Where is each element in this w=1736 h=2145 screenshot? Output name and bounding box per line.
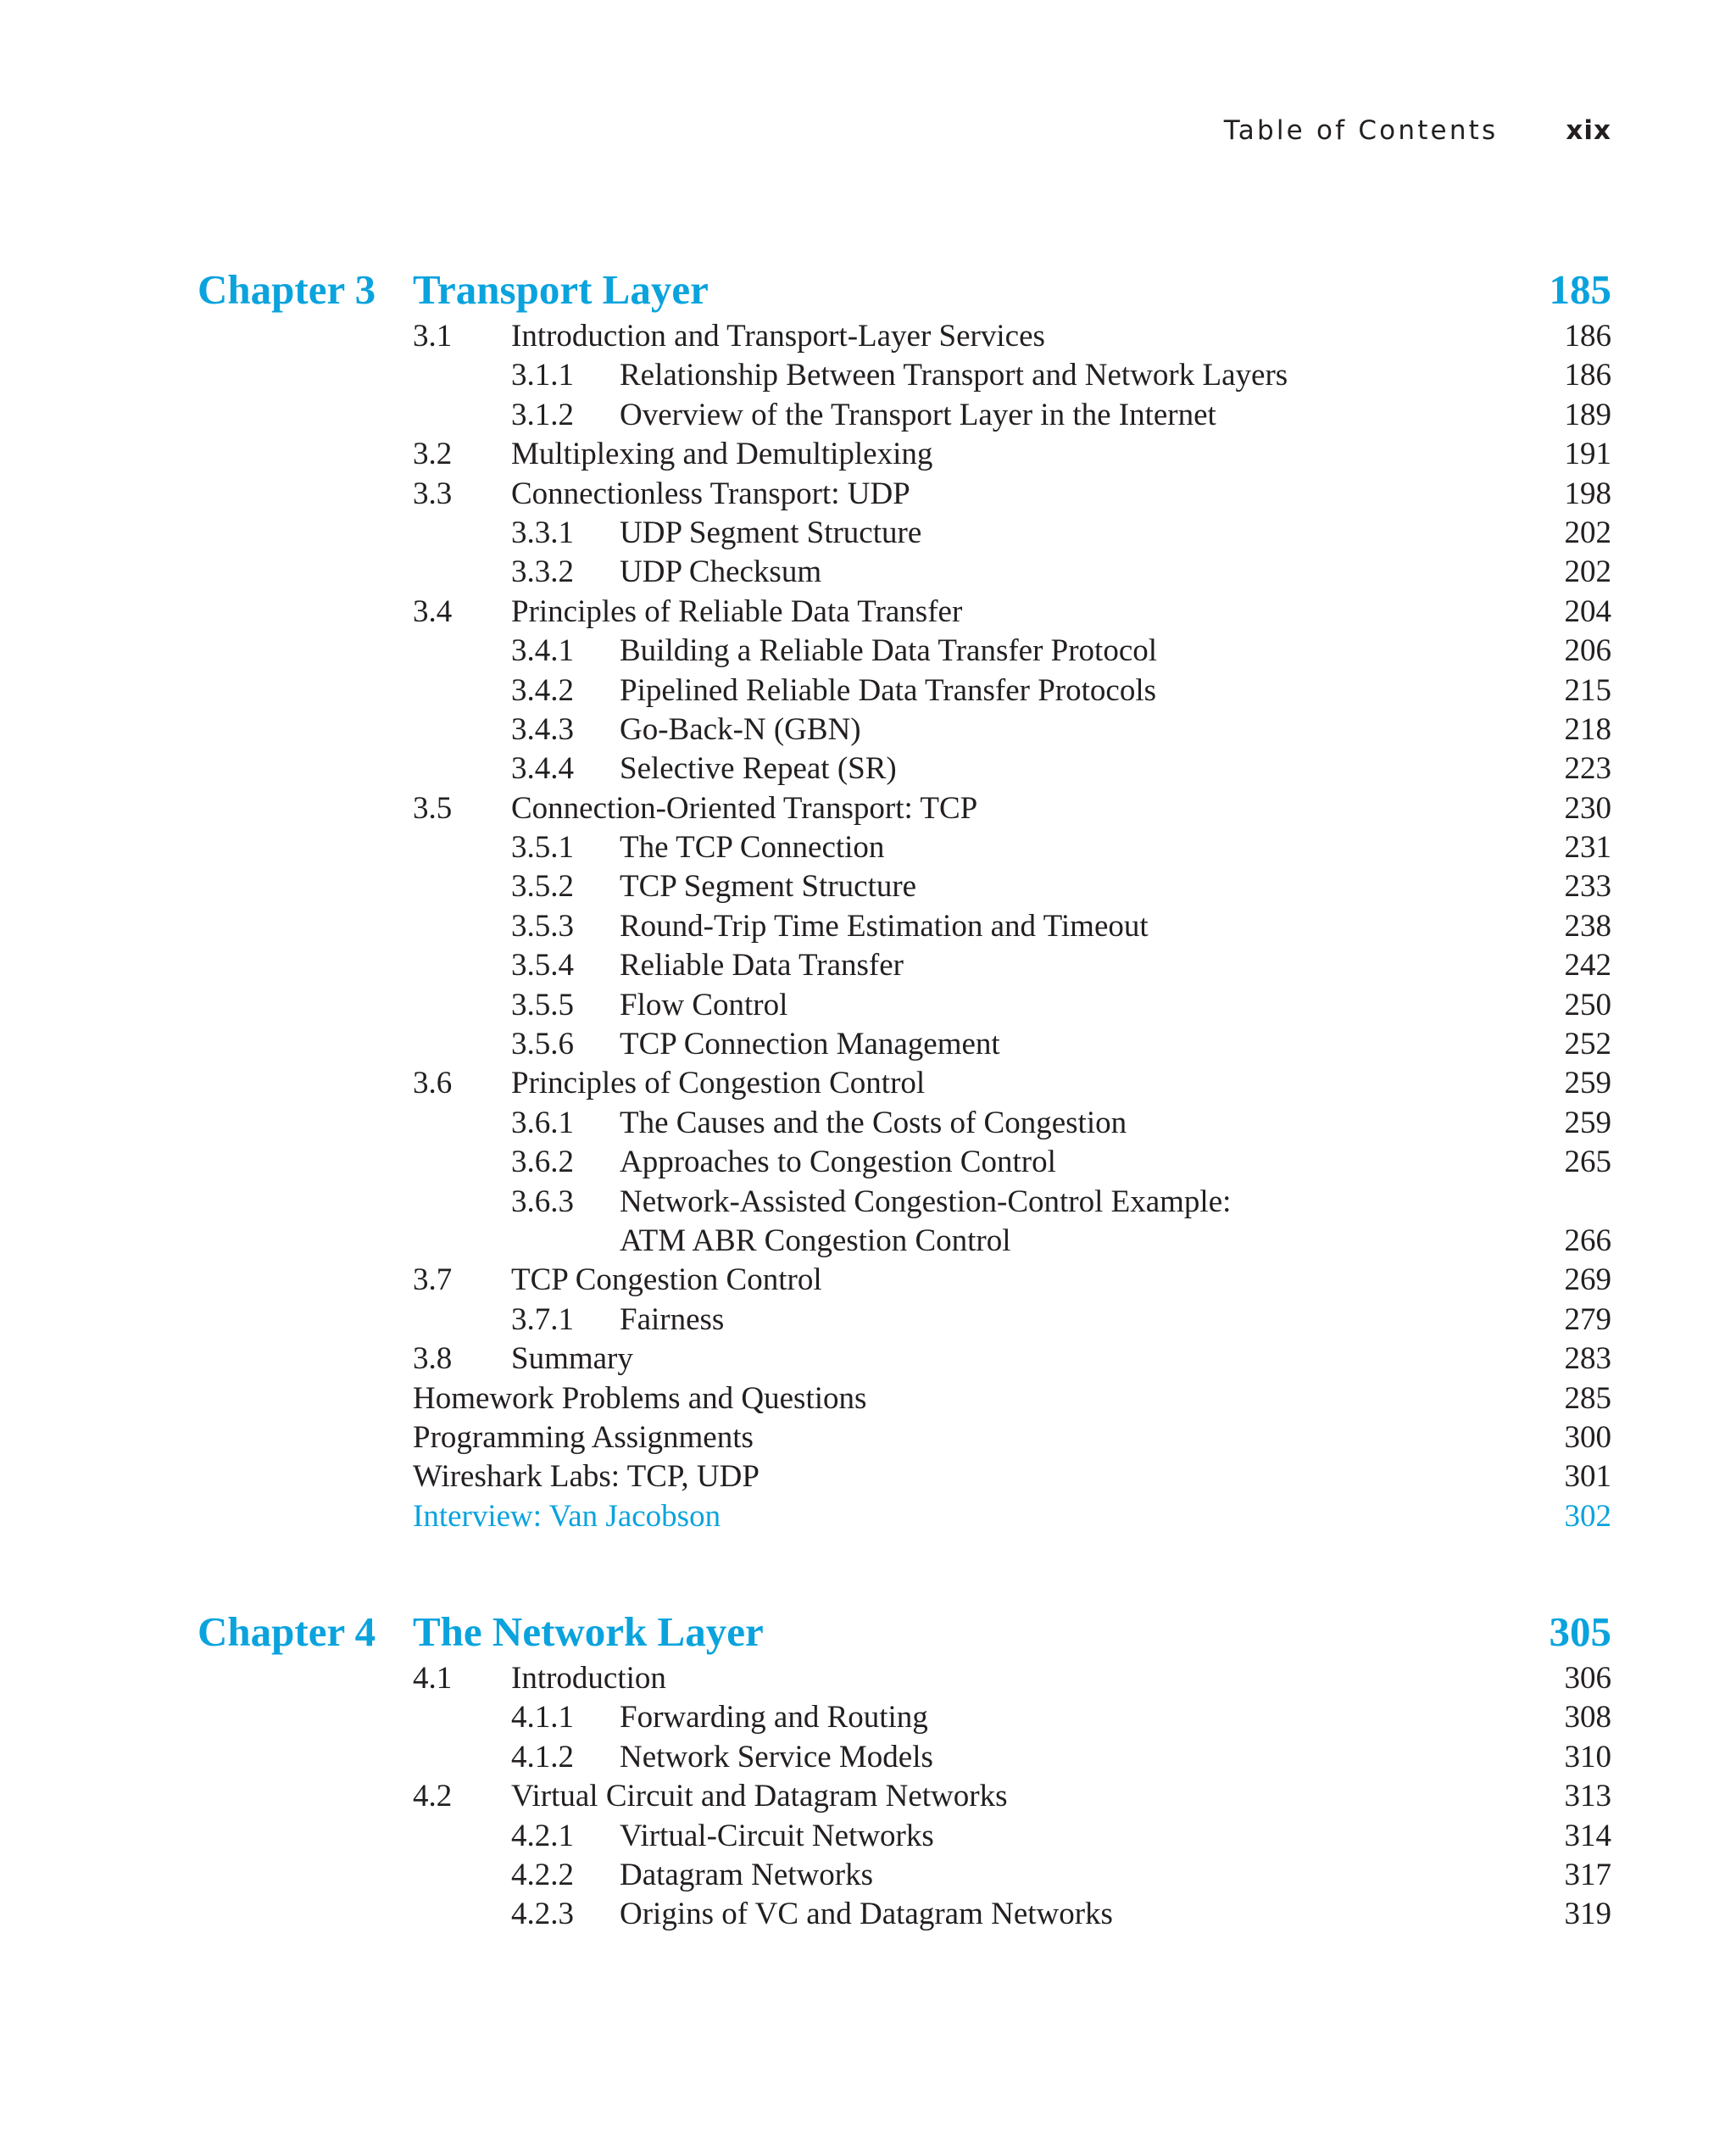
entry-title: ATM ABR Congestion Control [620,1223,1011,1258]
toc-subsection-entry[interactable] [0,1698,1736,1737]
entry-number: 3.2 [413,437,453,472]
entry-title: Overview of the Transport Layer in the Internet [620,397,1216,432]
toc-subsection-entry[interactable] [0,986,1736,1025]
toc-section-entry[interactable] [0,475,1736,514]
entry-page-number: 300 [1564,1419,1611,1455]
entry-title: Connectionless Transport: UDP [511,476,910,511]
chapter-entries [0,317,1736,1536]
entry-title: The TCP Connection [620,830,885,866]
entry-title: Programming Assignments [413,1419,754,1455]
running-head-page-number: xix [1566,115,1611,146]
entry-title: Pipelined Reliable Data Transfer Protocols [620,672,1157,708]
entry-page-number: 198 [1564,476,1611,511]
toc-subsection-entry[interactable] [0,1143,1736,1182]
toc-section-entry[interactable] [0,435,1736,474]
toc-subsection-entry[interactable] [0,1817,1736,1856]
chapter-entries [0,1659,1736,1935]
toc-section-entry[interactable] [0,1777,1736,1816]
toc-subsection-entry[interactable] [0,1025,1736,1064]
entry-number: 3.1 [413,319,453,354]
toc-subsection-entry[interactable] [0,671,1736,710]
chapter-title: Transport Layer [413,266,709,313]
entry-page-number: 302 [1564,1498,1611,1534]
entry-title: Flow Control [620,987,788,1022]
toc-section-entry[interactable] [0,1340,1736,1379]
entry-page-number: 308 [1564,1700,1611,1736]
entry-number: 3.8 [413,1341,453,1377]
toc-subsection-entry[interactable] [0,553,1736,592]
toc-entry-interview[interactable] [0,1497,1736,1536]
entry-page-number: 202 [1564,515,1611,550]
entry-title: The Causes and the Costs of Congestion [620,1105,1127,1140]
toc-subsection-entry[interactable] [0,749,1736,788]
entry-page-number: 206 [1564,633,1611,669]
entry-page-number: 230 [1564,790,1611,826]
entry-title: Introduction and Transport-Layer Services [511,319,1045,354]
entry-number: 3.5.6 [511,1027,574,1062]
entry-title: Fairness [620,1301,725,1337]
entry-title: TCP Segment Structure [620,869,917,905]
entry-title: Network-Assisted Congestion-Control Example: [620,1184,1232,1219]
entry-number: 4.2 [413,1779,453,1814]
entry-title: Interview: Van Jacobson [413,1498,721,1534]
toc-section-entry[interactable] [0,1659,1736,1698]
entry-title: Reliable Data Transfer [620,948,904,983]
entry-number: 4.2.1 [511,1818,574,1853]
entry-number: 4.2.2 [511,1857,574,1892]
entry-page-number: 223 [1564,751,1611,787]
entry-number: 3.4.2 [511,672,574,708]
toc-subsection-entry[interactable] [0,1222,1736,1261]
entry-page-number: 310 [1564,1739,1611,1774]
toc-subsection-entry[interactable] [0,396,1736,435]
entry-number: 3.4.4 [511,751,574,787]
entry-page-number: 231 [1564,830,1611,866]
entry-number: 3.4.3 [511,711,574,747]
toc-section-entry[interactable] [0,317,1736,356]
entry-page-number: 279 [1564,1301,1611,1337]
chapter-label: Chapter 4 [198,1608,376,1655]
entry-title: Homework Problems and Questions [413,1380,867,1416]
entry-number: 3.5.3 [511,908,574,944]
toc-subsection-entry[interactable] [0,867,1736,906]
entry-number: 3.5 [413,790,453,826]
entry-page-number: 283 [1564,1341,1611,1377]
entry-number: 3.4 [413,593,453,629]
chapter-3-section [0,263,1736,1536]
entry-title: Multiplexing and Demultiplexing [511,437,933,472]
entry-number: 3.3.2 [511,554,574,590]
entry-number: 3.3.1 [511,515,574,550]
entry-page-number: 204 [1564,593,1611,629]
entry-number: 3.7.1 [511,1301,574,1337]
toc-entry[interactable] [0,1457,1736,1496]
entry-number: 3.5.4 [511,948,574,983]
entry-page-number: 301 [1564,1459,1611,1495]
entry-page-number: 250 [1564,987,1611,1022]
entry-title: Building a Reliable Data Transfer Protocol [620,633,1158,669]
entry-number: 3.5.1 [511,830,574,866]
chapter-heading[interactable] [0,263,1736,317]
entry-number: 3.1.2 [511,397,574,432]
toc-subsection-entry[interactable] [0,1301,1736,1340]
entry-number: 4.1 [413,1661,453,1696]
toc-subsection-entry[interactable] [0,907,1736,946]
entry-page-number: 202 [1564,554,1611,590]
entry-page-number: 238 [1564,908,1611,944]
entry-page-number: 313 [1564,1779,1611,1814]
entry-page-number: 218 [1564,711,1611,747]
entry-page-number: 266 [1564,1223,1611,1258]
entry-title: TCP Congestion Control [511,1262,822,1298]
entry-title: UDP Checksum [620,554,822,590]
entry-title: Virtual Circuit and Datagram Networks [511,1779,1008,1814]
entry-number: 3.4.1 [511,633,574,669]
entry-page-number: 259 [1564,1105,1611,1140]
entry-title: Approaches to Congestion Control [620,1145,1056,1180]
toc-entry[interactable] [0,1418,1736,1457]
chapter-label: Chapter 3 [198,266,376,313]
entry-title: Principles of Congestion Control [511,1066,926,1101]
entry-page-number: 186 [1564,358,1611,393]
entry-title: Go-Back-N (GBN) [620,711,861,747]
toc-subsection-entry[interactable] [0,514,1736,553]
entry-title: Summary [511,1341,633,1377]
entry-title: Connection-Oriented Transport: TCP [511,790,978,826]
entry-page-number: 215 [1564,672,1611,708]
entry-title: Relationship Between Transport and Network Layers [620,358,1288,393]
entry-number: 3.7 [413,1262,453,1298]
entry-page-number: 265 [1564,1145,1611,1180]
toc-subsection-entry[interactable] [0,632,1736,671]
chapter-page-number: 185 [1549,266,1611,313]
toc-subsection-entry[interactable] [0,356,1736,395]
toc-subsection-entry[interactable] [0,828,1736,867]
running-head-title: Table of Contents [1223,115,1499,146]
entry-number: 3.5.2 [511,869,574,905]
entry-number: 4.2.3 [511,1897,574,1932]
entry-title: Datagram Networks [620,1857,873,1892]
entry-title: Origins of VC and Datagram Networks [620,1897,1113,1932]
toc-subsection-entry[interactable] [0,1104,1736,1143]
entry-number: 3.1.1 [511,358,574,393]
entry-page-number: 259 [1564,1066,1611,1101]
toc-subsection-entry[interactable] [0,1183,1736,1222]
entry-title: Introduction [511,1661,666,1696]
entry-page-number: 191 [1564,437,1611,472]
toc-section-entry[interactable] [0,789,1736,828]
chapter-4-section [0,1605,1736,1935]
toc-subsection-entry[interactable] [0,946,1736,985]
entry-number: 3.5.5 [511,987,574,1022]
entry-page-number: 317 [1564,1857,1611,1892]
toc-section-entry[interactable] [0,593,1736,632]
entry-page-number: 285 [1564,1380,1611,1416]
chapter-heading[interactable] [0,1605,1736,1659]
toc-section-entry[interactable] [0,1261,1736,1300]
entry-number: 3.6 [413,1066,453,1101]
entry-title: Forwarding and Routing [620,1700,928,1736]
entry-title: Round-Trip Time Estimation and Timeout [620,908,1149,944]
entry-page-number: 269 [1564,1262,1611,1298]
entry-number: 3.6.3 [511,1184,574,1219]
entry-number: 3.6.2 [511,1145,574,1180]
entry-page-number: 189 [1564,397,1611,432]
entry-page-number: 319 [1564,1897,1611,1932]
entry-title: Network Service Models [620,1739,933,1774]
entry-title: Wireshark Labs: TCP, UDP [413,1459,760,1495]
running-head [1224,115,1611,146]
chapter-title: The Network Layer [413,1608,764,1655]
entry-page-number: 242 [1564,948,1611,983]
entry-page-number: 186 [1564,319,1611,354]
entry-title: Principles of Reliable Data Transfer [511,593,963,629]
entry-title: Selective Repeat (SR) [620,751,897,787]
entry-page-number: 306 [1564,1661,1611,1696]
entry-number: 3.6.1 [511,1105,574,1140]
toc-section-entry[interactable] [0,1064,1736,1103]
toc-entry[interactable] [0,1379,1736,1418]
entry-number: 4.1.1 [511,1700,574,1736]
toc-subsection-entry[interactable] [0,710,1736,749]
toc-subsection-entry[interactable] [0,1856,1736,1895]
entry-title: Virtual-Circuit Networks [620,1818,934,1853]
entry-page-number: 314 [1564,1818,1611,1853]
toc-subsection-entry[interactable] [0,1738,1736,1777]
entry-number: 4.1.2 [511,1739,574,1774]
entry-title: UDP Segment Structure [620,515,922,550]
entry-number: 3.3 [413,476,453,511]
toc-subsection-entry[interactable] [0,1895,1736,1934]
entry-title: TCP Connection Management [620,1027,1000,1062]
entry-page-number: 233 [1564,869,1611,905]
chapter-page-number: 305 [1549,1608,1611,1655]
entry-page-number: 252 [1564,1027,1611,1062]
